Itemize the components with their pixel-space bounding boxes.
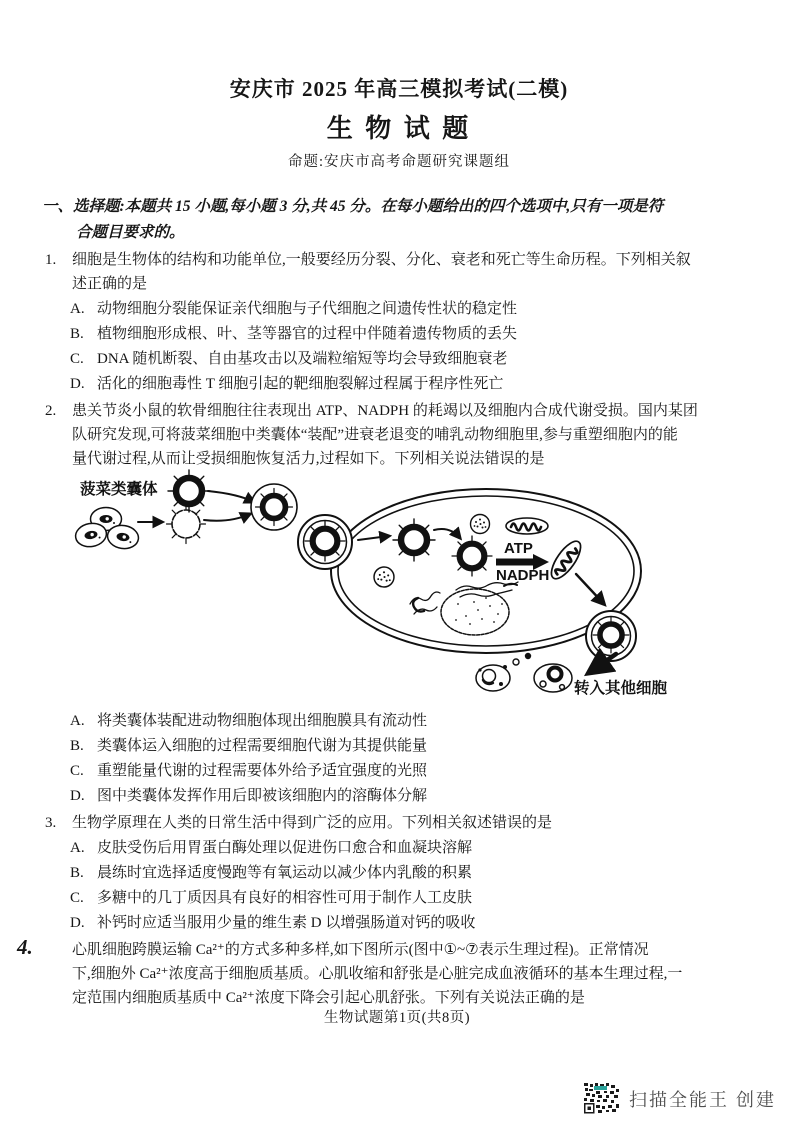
process-arrow xyxy=(204,514,250,521)
options-list xyxy=(42,836,756,936)
question-number: 3. xyxy=(45,815,57,831)
thylakoid-label: 菠菜类囊体 xyxy=(80,481,158,498)
scanner-caption: 扫描全能王 创建 xyxy=(629,1090,777,1110)
mitochondrion-icon xyxy=(506,518,548,534)
section-heading xyxy=(42,194,756,246)
option-label: B. xyxy=(70,865,84,881)
options-list xyxy=(42,297,756,397)
stem-line: 下,细胞外 Ca²⁺浓度高于细胞质基质。心肌收缩和舒张是心脏完成血液循环的基本生理过程,一 xyxy=(72,966,683,982)
process-arrow xyxy=(208,491,254,502)
option-row xyxy=(42,322,756,347)
stem-line: 定范围内细胞质基质中 Ca²⁺浓度下降会引起心肌舒张。下列有关说法正确的是 xyxy=(72,990,585,1006)
page-footer: 生物试题第1页(共8页) xyxy=(323,1010,471,1026)
option-row xyxy=(42,836,756,861)
option-text: 类囊体运入细胞的过程需要细胞代谢为其提供能量 xyxy=(97,738,428,754)
option-label: C. xyxy=(70,763,84,779)
option-row xyxy=(42,372,756,397)
option-text: 重塑能量代谢的过程需要体外给予适宜强度的光照 xyxy=(97,763,428,779)
option-row xyxy=(42,709,756,734)
option-row xyxy=(42,347,756,372)
option-row xyxy=(42,297,756,322)
question-number: 2. xyxy=(45,403,57,419)
option-row xyxy=(42,911,756,936)
stem-line: 队研究发现,可将菠菜细胞中类囊体“装配”进衰老退变的哺乳动物细胞里,参与重塑细胞内的能 xyxy=(72,427,678,443)
dotted-vesicle-icon xyxy=(374,567,394,587)
option-text: 多糖中的几丁质因具有良好的相容性可用于制作人工皮肤 xyxy=(97,890,473,906)
stem-line: 细胞是生物体的结构和功能单位,一般要经历分裂、分化、衰老和死亡等生命历程。下列相关叙 xyxy=(72,252,691,268)
subject-title: 生 物 试 题 xyxy=(326,114,472,143)
question-number: 4. xyxy=(17,935,33,959)
recipient-cell-icon xyxy=(534,664,572,692)
option-label: C. xyxy=(70,351,84,367)
small-vesicle-icon xyxy=(503,665,507,669)
option-label: A. xyxy=(70,301,85,317)
dotted-vesicle-icon xyxy=(471,515,490,534)
membrane-vesicle-icon xyxy=(167,505,206,544)
option-label: C. xyxy=(70,890,84,906)
option-row xyxy=(42,886,756,911)
option-label: A. xyxy=(70,840,85,856)
atp-label: ATP xyxy=(504,540,533,557)
option-text: 动物细胞分裂能保证亲代细胞与子代细胞之间遗传性状的稳定性 xyxy=(97,301,518,317)
question-1 xyxy=(42,248,756,397)
option-row xyxy=(42,759,756,784)
question-4 xyxy=(17,935,756,1010)
option-text: 补钙时应适当服用少量的维生素 D 以增强肠道对钙的吸收 xyxy=(97,915,476,931)
option-text: 皮肤受伤后用胃蛋白酶处理以促进伤口愈合和血凝块溶解 xyxy=(97,840,473,856)
question-number: 1. xyxy=(45,252,57,268)
option-label: D. xyxy=(70,915,85,931)
thylakoid-transplant-diagram xyxy=(58,474,718,706)
option-text: 晨练时宜选择适度慢跑等有氧运动以减少体内乳酸的积累 xyxy=(97,865,473,881)
small-vesicle-icon xyxy=(525,653,531,659)
option-text: 将类囊体装配进动物细胞体现出细胞膜具有流动性 xyxy=(97,713,428,729)
wrapped-thylakoid-icon xyxy=(251,484,297,530)
question-3 xyxy=(42,811,756,936)
nadph-label: NADPH xyxy=(496,567,550,584)
stem-line: 生物学原理在人类的日常生活中得到广泛的应用。下列相关叙述错误的是 xyxy=(72,815,553,831)
transfer-label: 转入其他细胞 xyxy=(574,680,668,697)
endocytosis-pocket xyxy=(298,515,352,569)
option-label: B. xyxy=(70,738,84,754)
option-text: 活化的细胞毒性 T 细胞引起的靶细胞裂解过程属于程序性死亡 xyxy=(97,376,504,392)
question-stem xyxy=(42,399,756,471)
stem-line: 患关节炎小鼠的软骨细胞往往表现出 ATP、NADPH 的耗竭以及细胞内合成代谢受损。国内某团 xyxy=(72,403,698,419)
option-row xyxy=(42,784,756,809)
option-text: 植物细胞形成根、叶、茎等器官的过程中伴随着遗传物质的丢失 xyxy=(97,326,518,342)
qr-code xyxy=(584,1083,620,1114)
option-label: D. xyxy=(70,788,85,804)
question-stem xyxy=(17,935,756,1010)
stem-line: 述正确的是 xyxy=(72,276,148,292)
option-text: DNA 随机断裂、自由基攻击以及端粒缩短等均会导致细胞衰老 xyxy=(97,351,508,367)
option-label: D. xyxy=(70,376,85,392)
nucleus-icon xyxy=(441,589,509,635)
option-row xyxy=(42,861,756,886)
stem-line: 量代谢过程,从而让受损细胞恢复活力,过程如下。下列相关说法错误的是 xyxy=(72,451,545,467)
question-stem xyxy=(42,248,756,296)
question-2 xyxy=(42,399,756,809)
spinach-thylakoid-icon xyxy=(168,470,210,512)
stem-line: 心肌细胞跨膜运输 Ca²⁺的方式多种多样,如下图所示(图中①~⑦表示生理过程)。正常情况 xyxy=(72,942,649,958)
option-row xyxy=(42,734,756,759)
option-label: A. xyxy=(70,713,85,729)
option-label: B. xyxy=(70,326,84,342)
section-heading-line: 一、选择题:本题共 15 小题,每小题 3 分,共 45 分。在每小题给出的四个选项中,只有一项是符 xyxy=(42,198,664,215)
section-heading-line: 合题目要求的。 xyxy=(76,224,185,241)
exam-title: 安庆市 2025 年高三模拟考试(二模) xyxy=(229,77,569,101)
options-list xyxy=(42,709,756,809)
question-stem xyxy=(42,811,756,835)
small-vesicle-icon xyxy=(513,659,519,665)
qr-accent-band xyxy=(594,1086,607,1090)
option-text: 图中类囊体发挥作用后即被该细胞内的溶酶体分解 xyxy=(97,788,428,804)
commissioner-line: 命题:安庆市高考命题研究课题组 xyxy=(287,154,511,170)
exocytosis-pocket xyxy=(586,611,636,661)
